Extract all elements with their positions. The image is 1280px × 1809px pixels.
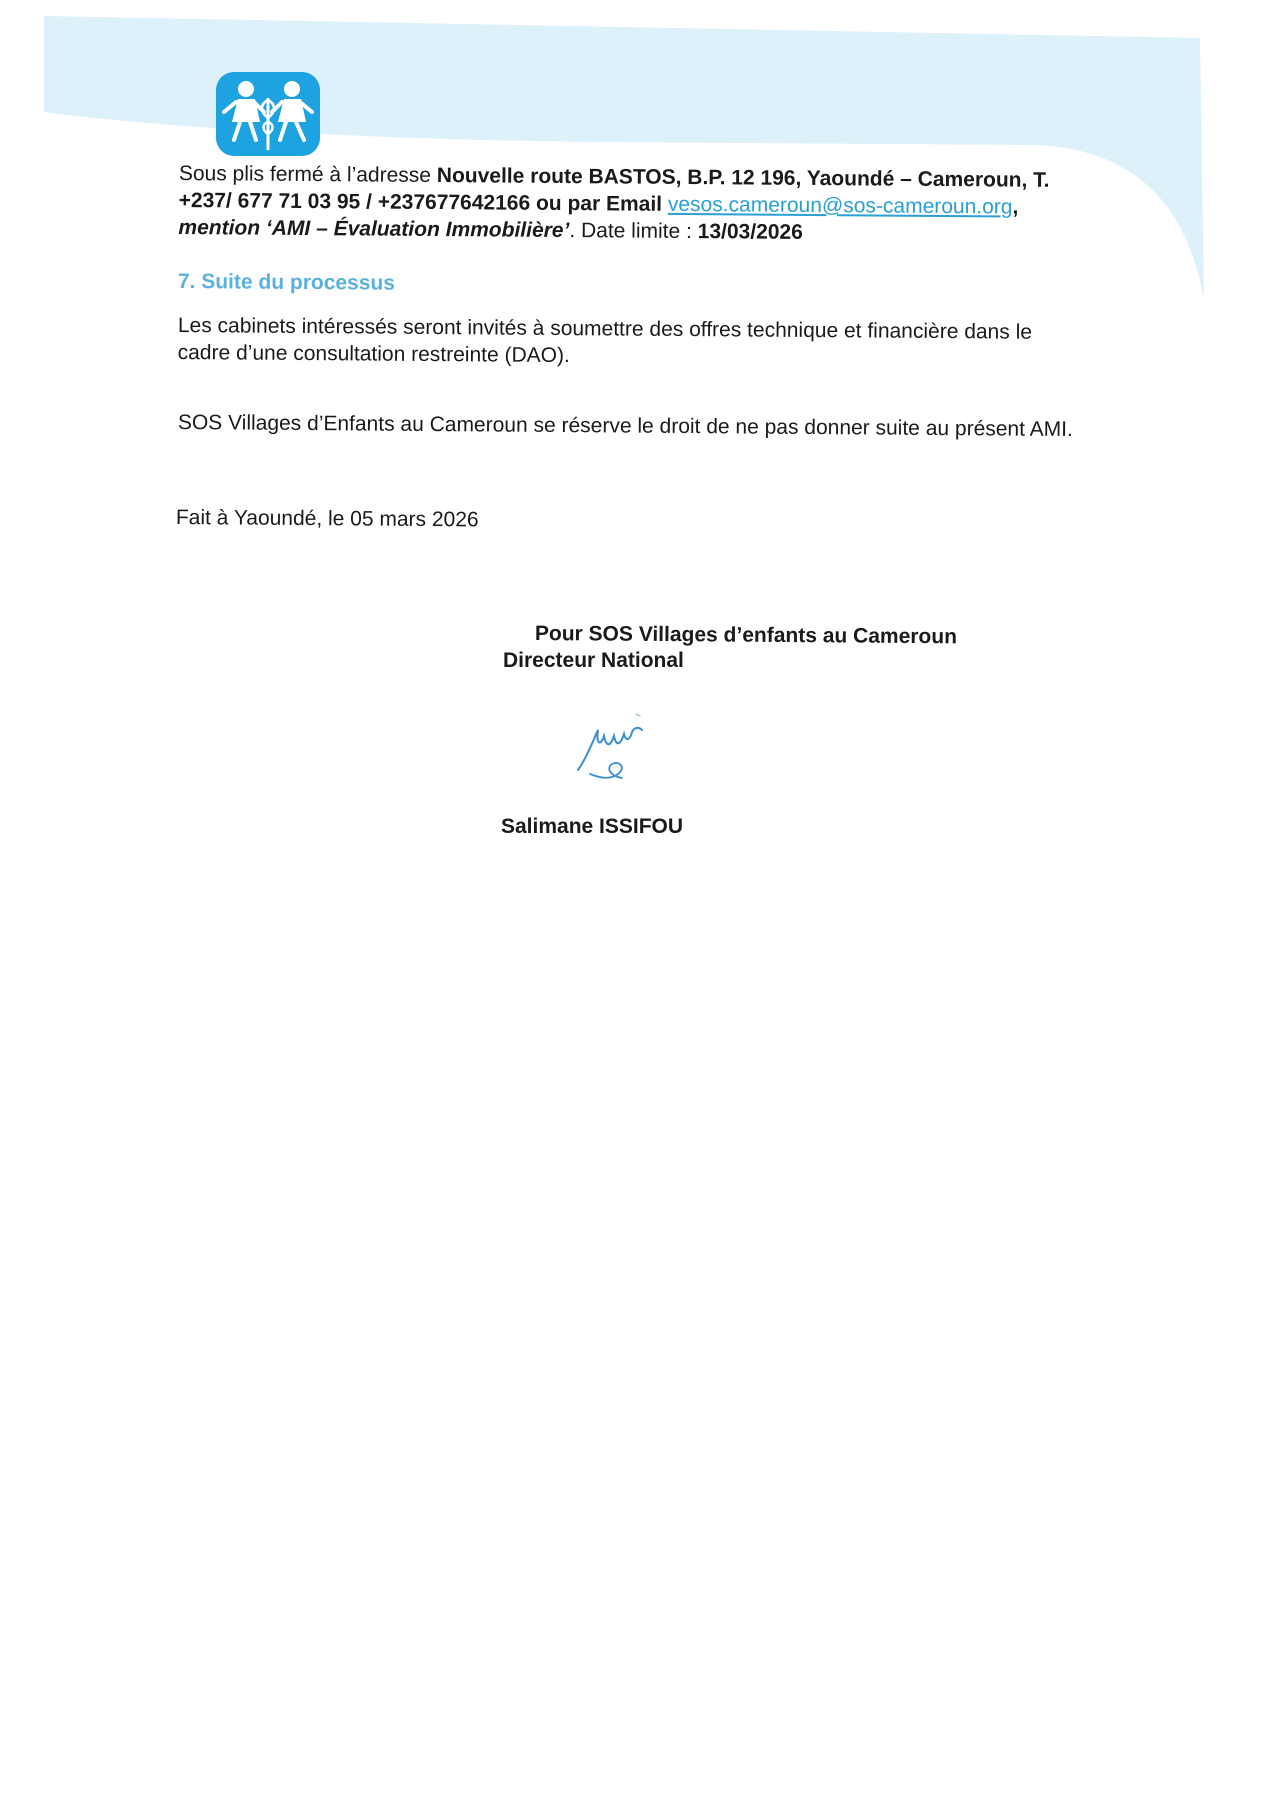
submission-comma: , [1012,195,1019,219]
submission-mention: mention ‘AMI – Évaluation Immobilière’ [178,215,570,243]
section-heading: 7. Suite du processus [177,270,396,295]
signature-for-organization: Pour SOS Villages d’enfants au Cameroun [534,622,958,649]
submission-instructions [178,160,1079,248]
deadline-label: . Date limite : [569,219,698,244]
place-and-date: Fait à Yaoundé, le 05 mars 2026 [175,505,479,532]
submission-intro: Sous plis fermé à l’adresse [178,161,437,188]
paragraph-reservation: SOS Villages d’Enfants au Cameroun se réserve le droit de ne pas donner suite au présent AMI. [177,410,1073,442]
paragraph-next-steps: Les cabinets intéressés seront invités à soumettre des offres technique et financière dans le cadre d’une consultation restreinte (DAO). [177,313,1033,368]
submission-address: Nouvelle route BASTOS, B.P. 12 196, Yaoundé – Cameroun, T. +237/ 677 71 03 95 / +237677642166 ou par Email [178,164,1050,216]
signatory-role: Directeur National [503,649,684,672]
signatory-name: Salimane ISSIFOU [501,815,684,838]
handwritten-signature-icon [570,708,666,790]
sos-childrens-villages-logo-icon [216,72,320,156]
email-link[interactable]: vesos.cameroun@sos-cameroun.org [667,192,1013,219]
deadline-value: 13/03/2026 [697,220,803,244]
